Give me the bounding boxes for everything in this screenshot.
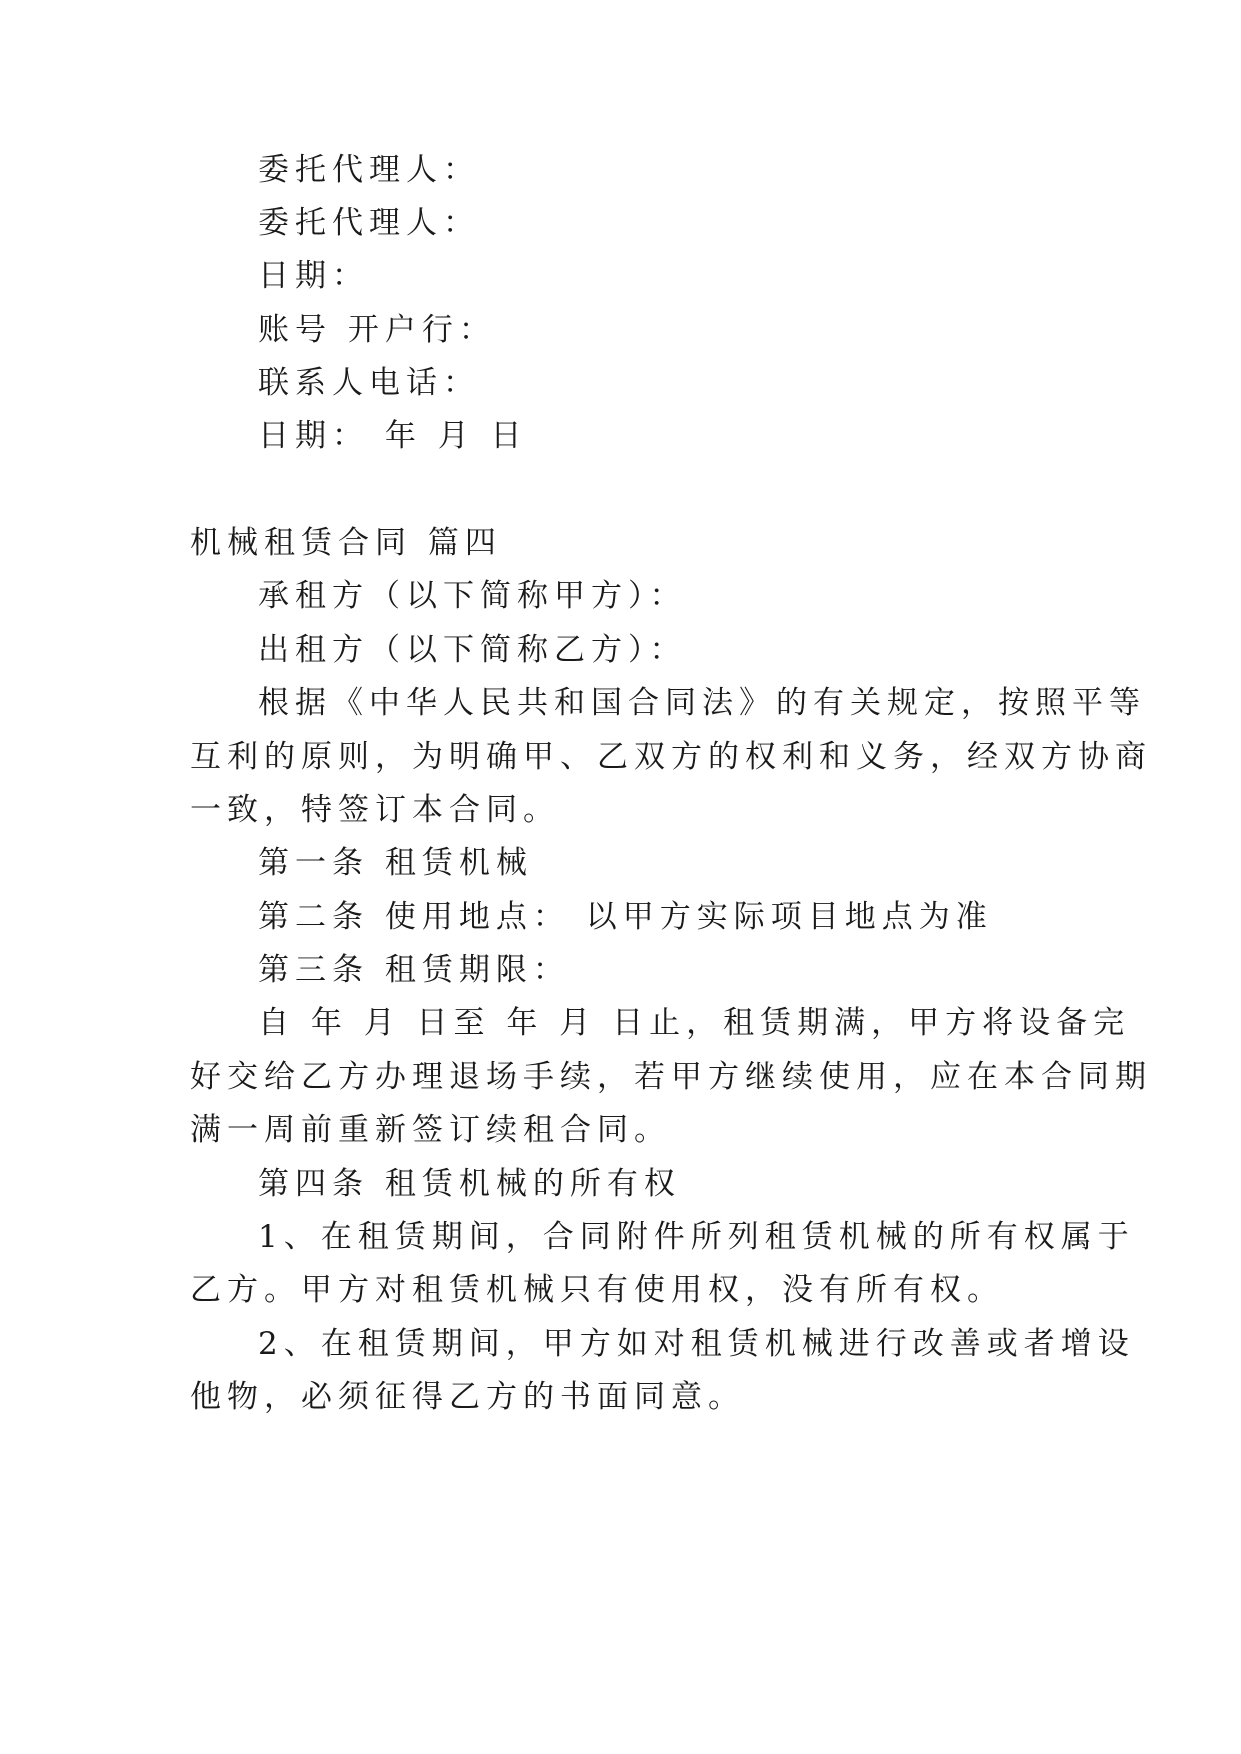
article-3-line-3: 满一周前重新签订续租合同。	[190, 1112, 671, 1148]
article-3-line-2: 好交给乙方办理退场手续，若甲方继续使用，应在本合同期	[190, 1059, 1152, 1095]
article-3-line-1: 自 年 月 日至 年 月 日止，租赁期满，甲方将设备完	[258, 1005, 1131, 1041]
article-4-item-2-line-1: 2、在租赁期间，甲方如对租赁机械进行改善或者增设	[258, 1326, 1135, 1362]
article-2-heading: 第二条 使用地点： 以甲方实际项目地点为准	[258, 899, 993, 935]
signature-date: 日期：	[258, 258, 369, 294]
article-4-item-1-line-1: 1、在租赁期间，合同附件所列租赁机械的所有权属于	[258, 1219, 1135, 1255]
preamble-line-3: 一致，特签订本合同。	[190, 792, 560, 828]
preamble-line-1: 根据《中华人民共和国合同法》的有关规定，按照平等	[258, 685, 1146, 721]
signature-agent-1: 委托代理人：	[258, 152, 480, 188]
article-1-heading: 第一条 租赁机械	[258, 845, 533, 881]
signature-full-date: 日期： 年 月 日	[258, 418, 528, 454]
party-lessor: 出租方（以下简称乙方）：	[258, 632, 687, 668]
signature-contact-phone: 联系人电话：	[258, 365, 480, 401]
article-4-item-1-line-2: 乙方。甲方对租赁机械只有使用权，没有所有权。	[190, 1272, 1004, 1308]
party-lessee: 承租方（以下简称甲方）：	[258, 578, 687, 614]
signature-agent-2: 委托代理人：	[258, 205, 480, 241]
article-4-heading: 第四条 租赁机械的所有权	[258, 1166, 681, 1202]
article-3-heading: 第三条 租赁期限：	[258, 952, 570, 988]
preamble-line-2: 互利的原则，为明确甲、乙双方的权利和义务，经双方协商	[190, 739, 1152, 775]
signature-bank-account: 账号 开户行：	[258, 312, 496, 348]
article-4-item-2-line-2: 他物，必须征得乙方的书面同意。	[190, 1379, 745, 1415]
section-heading: 机械租赁合同 篇四	[190, 525, 502, 561]
